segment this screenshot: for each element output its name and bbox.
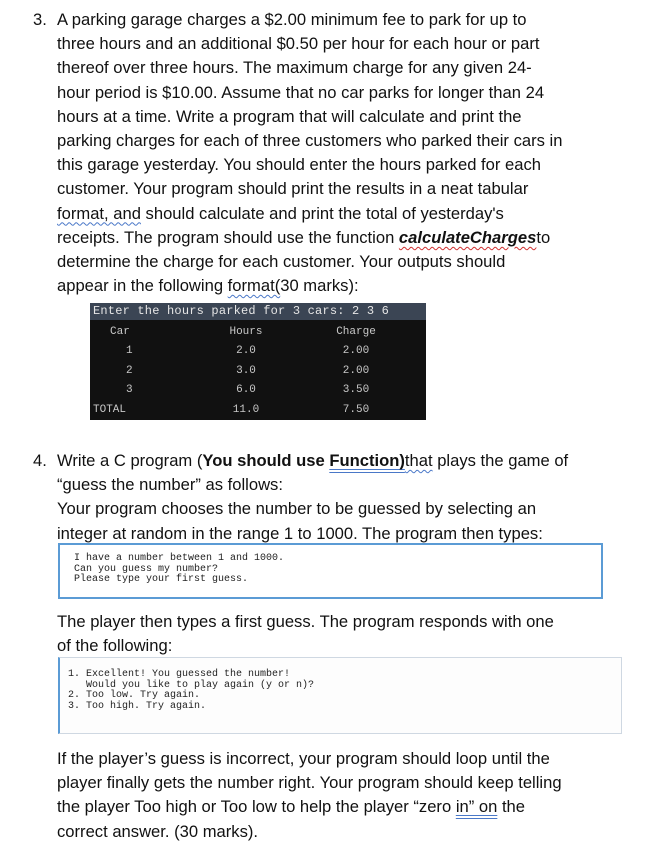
- q4-closing-text: [33, 747, 623, 844]
- row-3-charge: 3.50: [342, 384, 370, 397]
- question-4-number: 4.: [33, 451, 47, 470]
- response-line-3: 2. Too low. Try again.: [68, 690, 201, 701]
- q4-line-8: player finally gets the number right. Your program should keep telling: [57, 773, 562, 793]
- program-intro-output: [58, 543, 603, 599]
- q4-line-2: “guess the number” as follows:: [57, 475, 283, 495]
- question-4: [33, 449, 623, 546]
- q4-line-7: If the player’s guess is incorrect, your program should loop until the: [57, 749, 550, 768]
- header-hours: Hours: [229, 325, 263, 338]
- function-underlined: Function): [329, 451, 405, 470]
- q4-line-9-end: the: [497, 797, 526, 817]
- q3-line-7: this garage yesterday. You should enter the hours parked for each: [57, 155, 541, 175]
- q4-line-1: [57, 449, 623, 473]
- table-row: [90, 400, 426, 420]
- intro-line-2: Can you guess my number?: [74, 563, 219, 575]
- function-name-calculatecharges: calculateCharges: [398, 227, 537, 247]
- intro-line-1: I have a number between 1 and 1000.: [74, 553, 285, 564]
- q4-responses-body: [57, 610, 623, 658]
- q3-line-12: [57, 274, 623, 298]
- row-2-car: 2: [126, 364, 133, 377]
- row-2-charge: 2.00: [342, 364, 370, 377]
- q4-responses-text: [33, 610, 623, 658]
- format-and-underlined: format, and: [57, 203, 141, 223]
- q3-line-5: hours at a time. Write a program that will calculate and print the: [57, 106, 522, 126]
- q3-line-8: customer. Your program should print the results in a neat tabular: [57, 179, 529, 199]
- q4-line-3: Your program chooses the number to be guessed by selecting an: [57, 499, 537, 519]
- q3-line-12-start: appear in the following: [57, 276, 228, 296]
- table-row: [90, 381, 426, 401]
- program-responses-output: [58, 657, 622, 734]
- response-line-1: 1. Excellent! You guessed the number!: [68, 669, 291, 680]
- table-row: [90, 361, 426, 381]
- question-3: [33, 8, 623, 298]
- format-underlined: format(: [227, 276, 281, 296]
- question-3-number: 3.: [33, 10, 47, 29]
- q4-line-1-start: Write a C program (: [57, 451, 203, 470]
- q4-line-9: [57, 795, 623, 819]
- table-header-row: [90, 322, 426, 342]
- total-charge: 7.50: [342, 403, 370, 416]
- q3-line-1: A parking garage charges a $2.00 minimum fee to park for up to: [57, 10, 527, 29]
- q3-line-11: determine the charge for each customer. Your outputs should: [57, 252, 506, 272]
- q3-line-10-start: receipts. The program should use the function: [57, 227, 399, 247]
- q3-marks: 30 marks):: [280, 276, 359, 296]
- q3-line-10-end: to: [536, 227, 551, 247]
- charges-table: [90, 322, 426, 420]
- q4-line-10: correct answer. (30 marks).: [57, 821, 259, 841]
- question-4-text: [57, 449, 623, 546]
- question-3-text: [57, 8, 623, 298]
- q4-bold-instruction: You should use: [202, 451, 330, 470]
- q4-line-9-start: the player Too high or Too low to help the player “zero: [57, 797, 456, 817]
- q3-line-9-rest: should calculate and print the total of yesterday's: [140, 203, 504, 223]
- q3-line-4: hour period is $10.00. Assume that no car parks for longer than 24: [57, 82, 545, 102]
- zero-in-on-underlined: in” on: [455, 797, 498, 817]
- q3-line-10: [57, 226, 623, 250]
- row-3-car: 3: [126, 384, 133, 397]
- terminal-prompt: Enter the hours parked for 3 cars: 2 3 6: [90, 303, 426, 320]
- table-row: [90, 342, 426, 362]
- row-1-charge: 2.00: [342, 345, 370, 358]
- row-3-hours: 6.0: [236, 384, 256, 397]
- q3-line-3: thereof over three hours. The maximum charge for any given 24-: [57, 58, 532, 78]
- header-charge: Charge: [336, 325, 376, 338]
- row-1-hours: 2.0: [236, 345, 256, 358]
- that-underlined: that: [404, 451, 433, 470]
- total-label: TOTAL: [93, 403, 127, 416]
- header-car: Car: [110, 325, 130, 338]
- q4-line-6: of the following:: [57, 636, 173, 656]
- response-line-2: Would you like to play again (y or n)?: [68, 679, 315, 691]
- q4-line-5: The player then types a first guess. The program responds with one: [57, 612, 554, 631]
- row-1-car: 1: [126, 345, 133, 358]
- q3-line-6: parking charges for each of three customers who parked their cars in: [57, 131, 563, 151]
- q3-line-2: three hours and an additional $0.50 per hour for each hour or part: [57, 34, 540, 54]
- q3-line-9: [57, 202, 623, 226]
- q4-line-1-end: plays the game of: [432, 451, 569, 470]
- q4-closing-body: [57, 747, 623, 844]
- total-hours: 11.0: [232, 403, 260, 416]
- intro-line-3: Please type your first guess.: [74, 574, 249, 585]
- q4-line-4: integer at random in the range 1 to 1000. The program then types:: [57, 523, 543, 543]
- terminal-output: [90, 303, 426, 420]
- row-2-hours: 3.0: [236, 364, 256, 377]
- response-line-4: 3. Too high. Try again.: [68, 700, 207, 712]
